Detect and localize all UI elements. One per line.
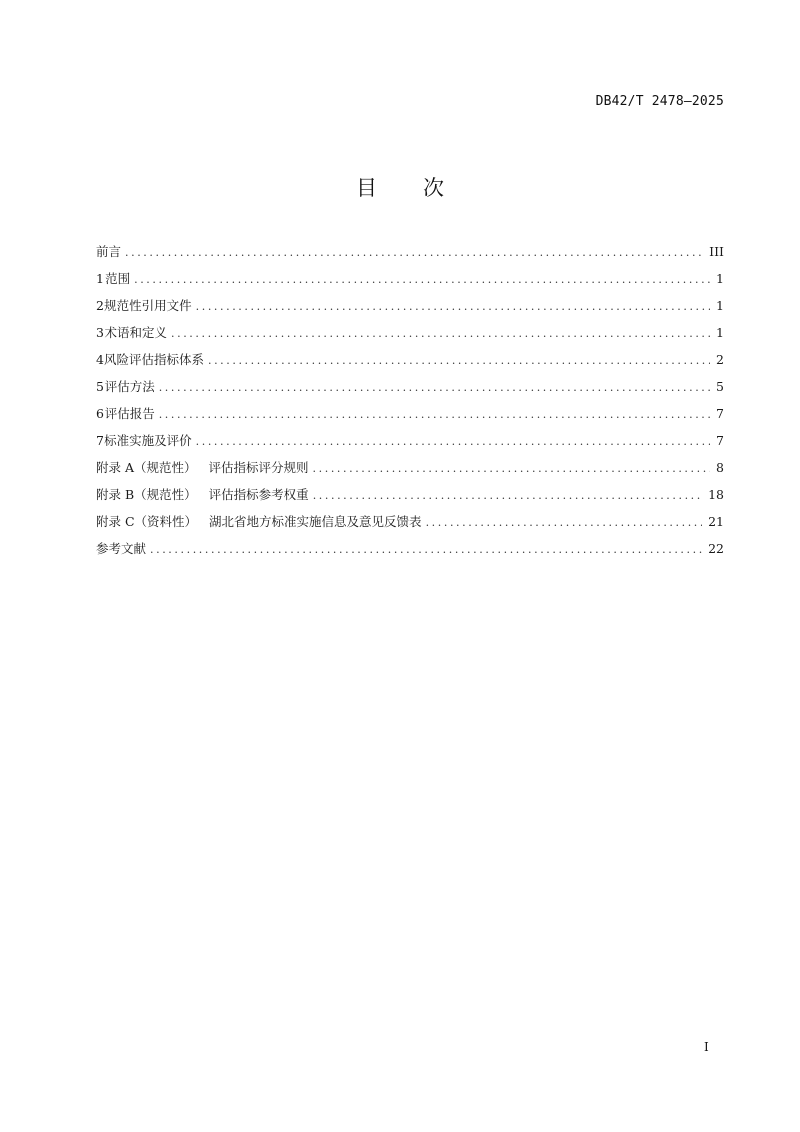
dot-leader [313,489,702,502]
dot-leader [159,381,710,394]
toc-entry-label: 前言 [96,244,122,259]
toc-entry-number: 6 [96,406,104,421]
dot-leader [196,435,710,448]
toc-entry-page: 1 [716,271,724,286]
toc-entry-label: 风险评估指标体系 [103,352,204,367]
toc-entry-label: 范围 [105,271,131,286]
toc-entry-label: 评估报告 [104,406,155,421]
toc-entry-page: 8 [716,460,724,475]
toc-entry-number: 2 [96,298,104,313]
page-title [0,172,800,202]
toc-entry-risk-indicator-system[interactable] [96,350,724,377]
standard-code: DB42/T 2478—2025 [595,94,724,109]
appendix-title: 湖北省地方标准实施信息及意见反馈表 [209,514,422,529]
toc-entry-number: 3 [96,325,104,340]
page-number: I [704,1040,709,1054]
toc-entry-assessment-report[interactable] [96,404,724,431]
title-char-1: 目 [356,176,377,200]
toc-entry-label: 参考文献 [96,541,147,556]
title-char-2: 次 [423,176,444,200]
toc-entry-number: 1 [96,271,104,286]
toc-entry-label: 术语和定义 [104,325,168,340]
toc-entry-page: 2 [716,352,724,367]
toc-entry-page: 7 [716,406,724,421]
toc-entry-number: 4 [96,352,104,367]
dot-leader [134,273,710,286]
toc-entry-label: 标准实施及评价 [104,433,192,448]
toc-entry-label: 评估方法 [104,379,155,394]
toc-entry-bibliography[interactable] [96,539,724,566]
toc-entry-number: 7 [96,433,104,448]
toc-entry-page: 7 [716,433,724,448]
toc-entry-page: 1 [716,325,724,340]
dot-leader [208,354,710,367]
appendix-title: 评估指标评分规则 [208,460,309,475]
dot-leader [171,327,710,340]
appendix-prefix: 附录 C（资料性） [96,514,198,529]
toc-entry-page: 22 [708,541,724,556]
toc-entry-page: 18 [708,487,724,502]
toc-entry-appendix-c[interactable] [96,512,724,539]
toc-entry-label [96,458,309,476]
appendix-prefix: 附录 B（规范性） [96,487,197,502]
appendix-title: 评估指标参考权重 [208,487,309,502]
toc-entry-page: 5 [716,379,724,394]
toc-entry-appendix-b[interactable] [96,485,724,512]
dot-leader [150,543,702,556]
dot-leader [426,516,703,529]
dot-leader [196,300,710,313]
toc-entry-appendix-a[interactable] [96,458,724,485]
toc-entry-terms-definitions[interactable] [96,323,724,350]
dot-leader [125,246,703,259]
toc-entry-foreword[interactable] [96,242,724,269]
toc-entry-implementation-evaluation[interactable] [96,431,724,458]
toc-entry-normative-references[interactable] [96,296,724,323]
toc-entry-label [96,512,422,530]
appendix-prefix: 附录 A（规范性） [96,460,197,475]
dot-leader [313,462,710,475]
toc-entry-scope[interactable] [96,269,724,296]
toc-entry-page: 21 [708,514,724,529]
toc-entry-page: III [709,244,724,259]
toc-entry-label: 规范性引用文件 [104,298,192,313]
dot-leader [159,408,710,421]
toc-entry-page: 1 [716,298,724,313]
table-of-contents [96,242,724,566]
toc-entry-assessment-method[interactable] [96,377,724,404]
toc-entry-label [96,485,309,503]
toc-entry-number: 5 [96,379,104,394]
